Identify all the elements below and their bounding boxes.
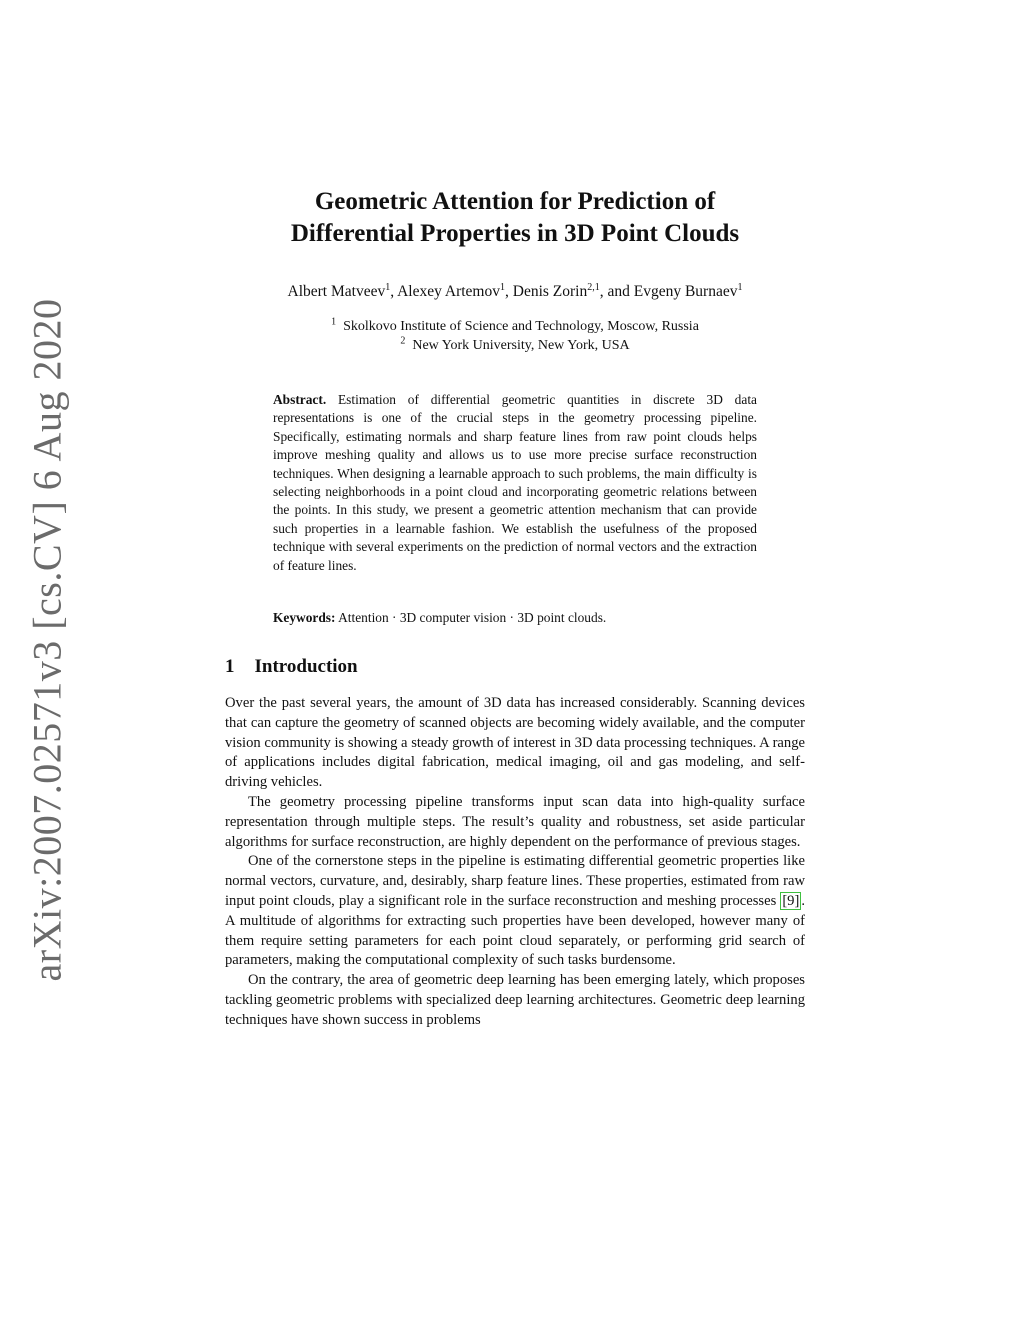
affiliation-text: Skolkovo Institute of Science and Technology, Moscow, Russia <box>343 319 699 334</box>
paragraph: On the contrary, the area of geometric deep learning has been emerging lately, which proposes tackling geometric problems with specialized deep learning architectures. Geometric deep learning techniques have shown success in problems <box>225 972 805 1028</box>
abstract-text: Estimation of differential geometric quantities in discrete 3D data representations is one of the crucial steps in the geometry processing pipeline. Specifically, estimating normals and sharp feature lines from raw point clouds helps improve meshing quality and allows us to use more precise surface reconstruction techniques. When designing a learnable approach to such problems, the main difficulty is selecting neighborhoods in a point cloud and incorporating geometric relations between the points. In this study, we present a geometric attention mechanism that can provide such properties in a learnable fashion. We establish the usefulness of the proposed technique with several experiments on the prediction of normal vectors and the extraction of feature lines. <box>273 392 757 573</box>
author-affiliation-mark: 1 <box>500 281 505 293</box>
author-separator: , and <box>599 283 634 300</box>
paragraph: The geometry processing pipeline transforms input scan data into high-quality surface representation through multiple steps. The result’s quality and robustness, set aside particular algorithms for surface reconstruction, are highly dependent on the performance of previous stages. <box>225 793 805 850</box>
author-separator: , <box>390 283 398 300</box>
keywords-label: Keywords: <box>273 610 336 625</box>
author-name: Albert Matveev <box>287 283 386 300</box>
author-affiliation-mark: 2,1 <box>587 281 600 293</box>
paragraph-text: One of the cornerstone steps in the pipeline is estimating differential geometric properties like normal vectors, curvature, and, desirably, sharp feature lines. These properties, estimated from raw input point clouds, play a significant role in the surface reconstruction and meshing processes <box>225 853 805 909</box>
author-affiliation-mark: 1 <box>385 281 391 293</box>
abstract-label: Abstract. <box>273 392 327 407</box>
title-line-1: Geometric Attention for Prediction of <box>314 188 716 215</box>
abstract <box>273 391 757 575</box>
citation-link[interactable]: [9] <box>782 892 800 909</box>
affiliation-number: 2 <box>400 335 406 347</box>
author-name: Evgeny Burnaev <box>633 283 738 300</box>
affiliation-number: 1 <box>331 316 337 328</box>
author-name: Denis Zorin <box>512 283 588 300</box>
section-title: Introduction <box>254 656 358 677</box>
paragraph-text: . A multitude of algorithms for extracting such properties have been developed, however many of them require setting parameters for each point cloud separately, or performing grid search of parameters, making the computational complexity of such tasks burdensome. <box>225 892 805 969</box>
author-separator: , <box>505 283 513 300</box>
keywords <box>273 610 757 626</box>
keywords-text: Attention · 3D computer vision · 3D point clouds. <box>338 610 607 625</box>
paper-title <box>200 186 830 250</box>
paragraph: Over the past several years, the amount of 3D data has increased considerably. Scanning devices that can capture the geometry of scanned objects are becoming widely available, and the computer vision community is showing a steady growth of interest in 3D data processing techniques. A range of applications includes digital fabrication, medical imaging, oil and gas modeling, and self-driving vehicles. <box>225 695 805 791</box>
paragraph <box>225 852 805 971</box>
affiliation-text: New York University, New York, USA <box>412 338 630 353</box>
section-heading <box>225 656 358 678</box>
affiliation-2 <box>200 335 830 354</box>
section-number: 1 <box>225 656 235 677</box>
author-list <box>200 283 830 301</box>
author-name: Alexey Artemov <box>397 283 500 300</box>
title-line-2: Differential Properties in 3D Point Clouds <box>290 220 740 247</box>
affiliation-1 <box>200 316 830 335</box>
body-text <box>225 694 805 1031</box>
arxiv-identifier: arXiv:2007.02571v3 [cs.CV] 6 Aug 2020 <box>24 298 70 982</box>
author-affiliation-mark: 1 <box>737 281 743 293</box>
